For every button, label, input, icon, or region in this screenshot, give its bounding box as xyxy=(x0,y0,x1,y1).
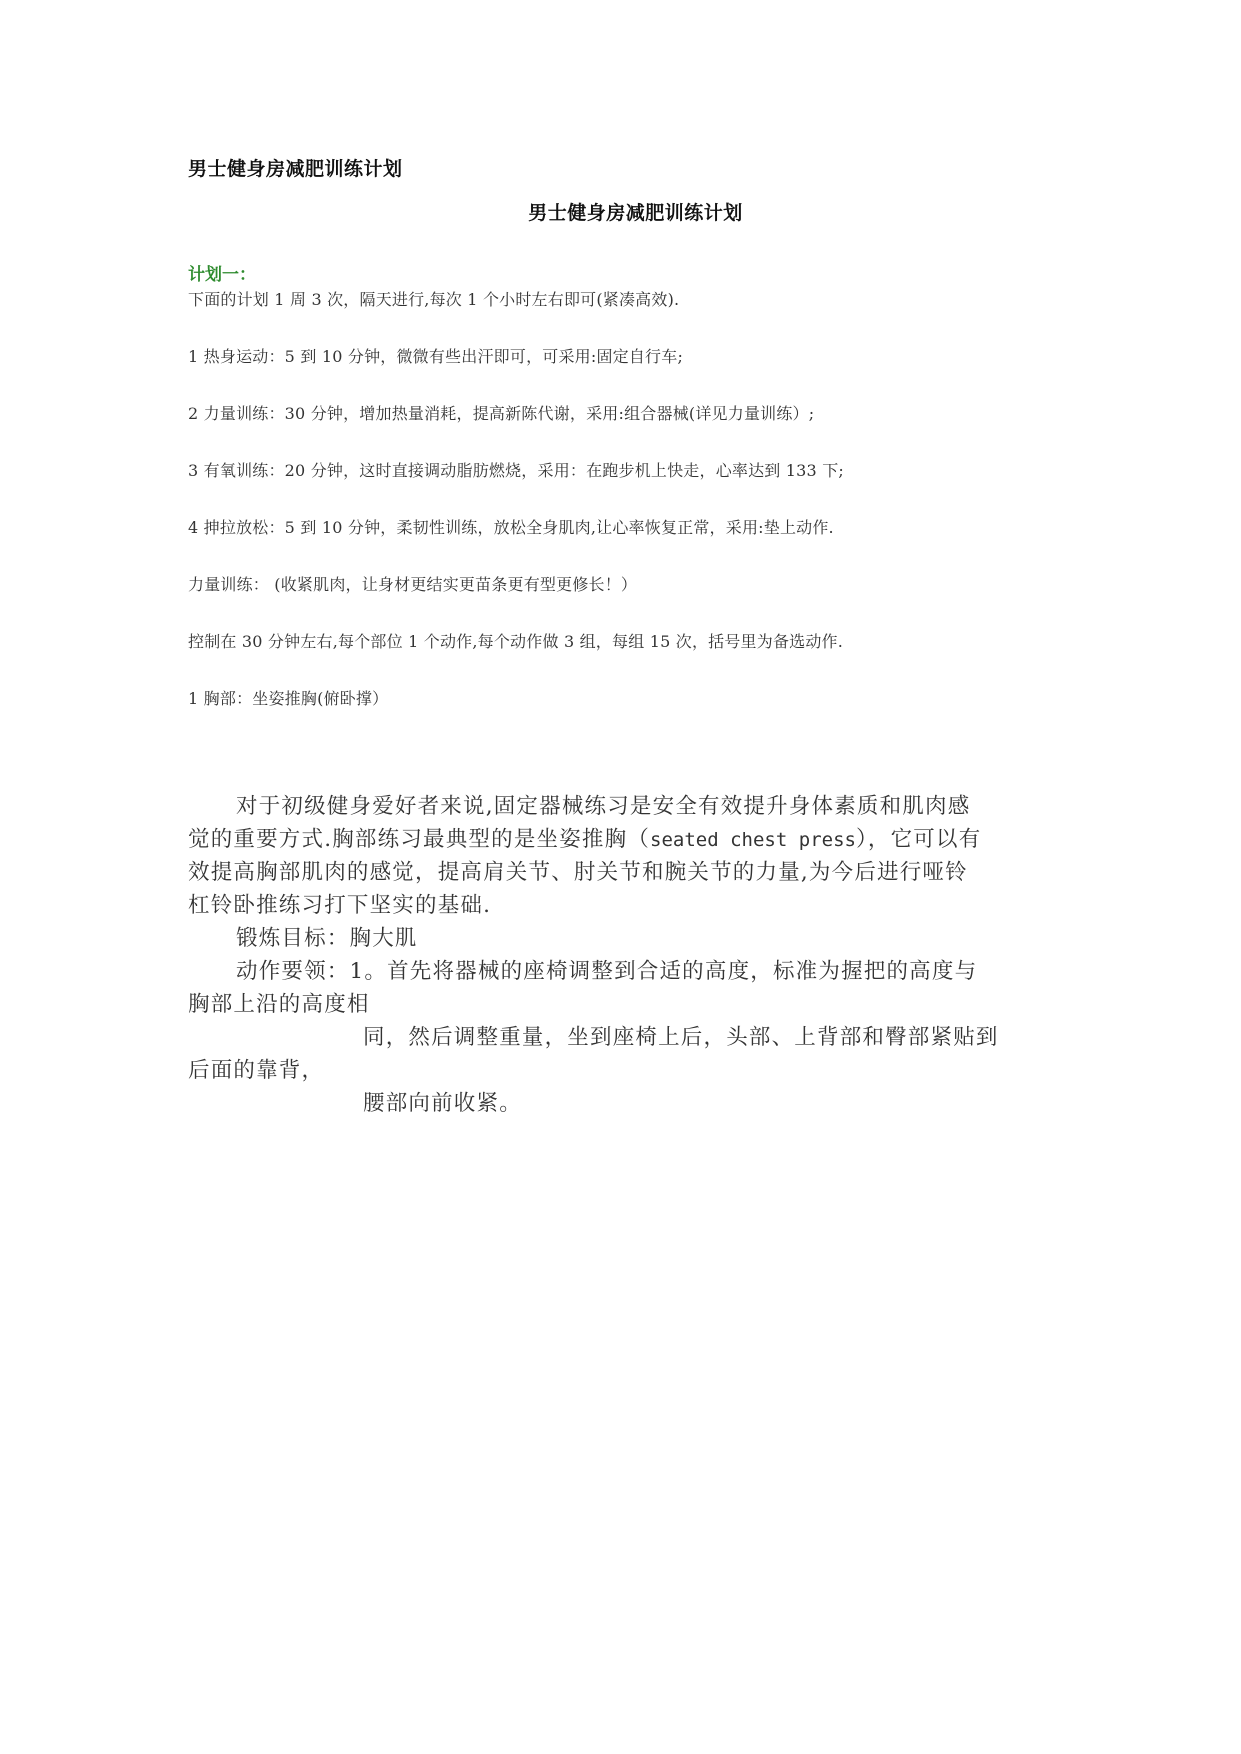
body-line: 胸部上沿的高度相 xyxy=(188,992,370,1017)
body-line: 动作要领：1。首先将器械的座椅调整到合适的高度，标准为握把的高度与 xyxy=(236,959,978,984)
paragraph-strength: 2 力量训练：30 分钟，增加热量消耗，提高新陈代谢，采用:组合器械(详见力量训练）; xyxy=(188,404,815,423)
plan-heading: 计划一： xyxy=(188,265,256,285)
document-title: 男士健身房减肥训练计划 xyxy=(188,158,403,180)
chest-press-description xyxy=(188,790,1068,1120)
body-line: 效提高胸部肌肉的感觉，提高肩关节、肘关节和腕关节的力量,为今后进行哑铃 xyxy=(188,860,968,885)
paragraph-warmup: 1 热身运动：5 到 10 分钟，微微有些出汗即可，可采用:固定自行车; xyxy=(188,347,684,366)
english-term: seated chest press xyxy=(650,829,856,851)
paragraph-strength-rules: 控制在 30 分钟左右,每个部位 1 个动作,每个动作做 3 组，每组 15 次，括号里为备选动作. xyxy=(188,632,844,651)
body-text: 觉的重要方式.胸部练习最典型的是坐姿推胸（ xyxy=(188,827,651,852)
paragraph-chest: 1 胸部：坐姿推胸(俯卧撑） xyxy=(188,689,389,708)
body-text: ），它可以有 xyxy=(855,827,982,852)
paragraph-stretch: 4 抻拉放松：5 到 10 分钟，柔韧性训练，放松全身肌肉,让心率恢复正常，采用:垫上动作. xyxy=(188,518,834,537)
paragraph-schedule: 下面的计划 1 周 3 次，隔天进行,每次 1 个小时左右即可(紧凑高效). xyxy=(188,290,680,309)
paragraph-strength-heading: 力量训练： (收紧肌肉，让身材更结实更苗条更有型更修长！） xyxy=(188,575,638,594)
body-line xyxy=(188,823,1068,856)
body-line: 同，然后调整重量，坐到座椅上后，头部、上背部和臀部紧贴到 xyxy=(363,1025,999,1050)
body-line: 腰部向前收紧。 xyxy=(363,1091,522,1116)
body-line: 杠铃卧推练习打下坚实的基础. xyxy=(188,893,492,918)
body-line: 后面的靠背， xyxy=(188,1058,325,1083)
paragraph-aerobic: 3 有氧训练：20 分钟，这时直接调动脂肪燃烧，采用：在跑步机上快走，心率达到 133 下; xyxy=(188,461,845,480)
training-target: 锻炼目标：胸大肌 xyxy=(236,926,418,951)
centered-title: 男士健身房减肥训练计划 xyxy=(528,202,743,224)
body-line: 对于初级健身爱好者来说,固定器械练习是安全有效提升身体素质和肌肉感 xyxy=(236,794,971,819)
